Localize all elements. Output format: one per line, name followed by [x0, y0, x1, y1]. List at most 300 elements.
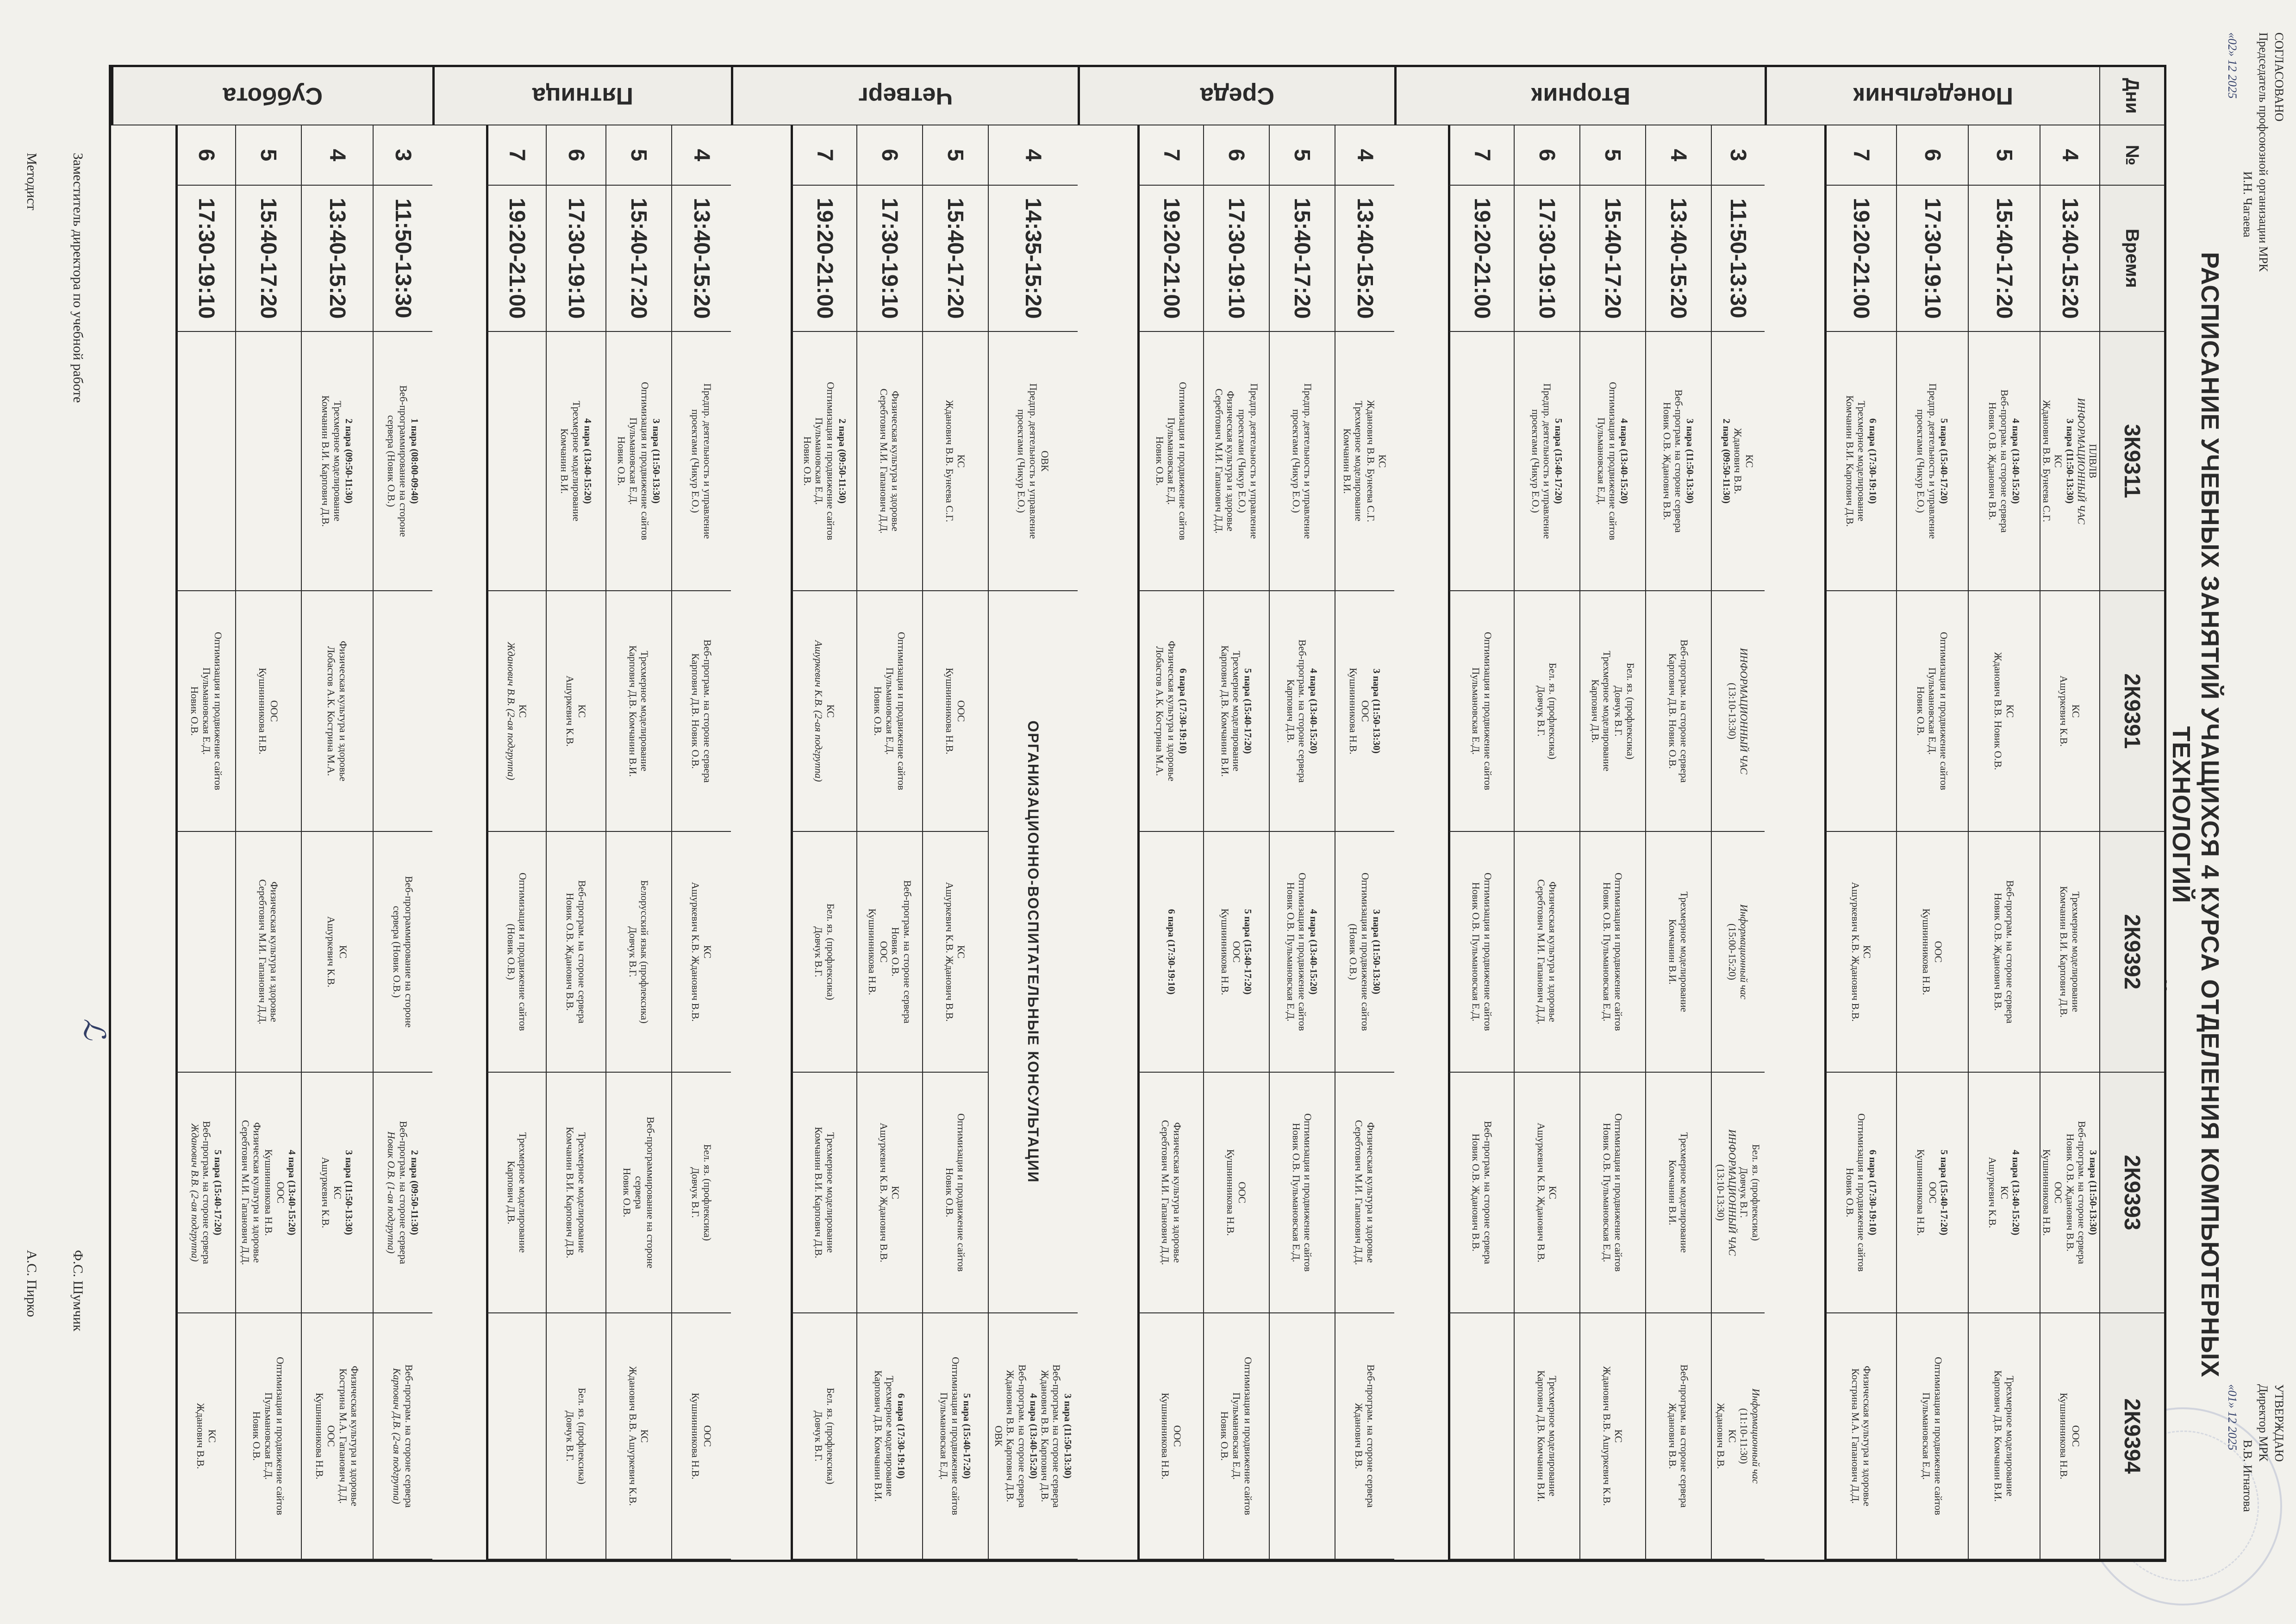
header-day-label: Дни: [2122, 78, 2143, 114]
lesson-line: КС: [890, 1186, 902, 1199]
lesson-time: [1824, 186, 1896, 332]
lesson-cell: [1711, 1313, 1765, 1560]
lesson-line: Серебтович М.И. Гапанович Д.Д.: [239, 1120, 251, 1265]
lesson-number: [1711, 125, 1765, 186]
lesson-line: Трехмерное моделирование: [570, 400, 582, 522]
lesson-cell: [605, 332, 671, 591]
lesson-line: Веб-програм. на стороне сервера: [1051, 1364, 1063, 1508]
approval-left-name: И.Н. Чагаева: [2241, 171, 2255, 237]
signature-name-1: Ф.С. Шумчик: [70, 1250, 86, 1331]
lesson-line: ООС: [1236, 1181, 1248, 1204]
lesson-number: [546, 125, 605, 186]
lesson-line: Ашуркевич К.В.: [320, 1157, 332, 1228]
lesson-number-value: 5: [1992, 149, 2016, 162]
lesson-number-value: 7: [1849, 149, 1874, 162]
lesson-cell: [791, 832, 856, 1073]
lesson-cell: [1968, 1073, 2040, 1313]
group-header: [2099, 1313, 2164, 1560]
lesson-line: Карпович Д.В.: [1285, 679, 1297, 743]
lesson-time-value: 17:30-19:10: [194, 198, 219, 319]
lesson-cell: [235, 1313, 301, 1560]
lesson-number: [1514, 125, 1579, 186]
lesson-cell: [546, 591, 605, 832]
lesson-line: Кушнинникова Н.В.: [2058, 1393, 2070, 1480]
lesson-line: КС: [576, 704, 588, 718]
pair-time-label: 5 пара (15:40-17:20): [1938, 418, 1950, 504]
lesson-cell: [1335, 332, 1394, 591]
header-time: [2099, 186, 2164, 332]
lesson-line: Жданович В.В. Бунеева С.Г.: [944, 400, 955, 522]
lesson-cell: [1824, 1073, 1896, 1313]
pair-time-label: 4 пара (13:40-15:20): [1028, 1393, 1039, 1479]
approval-right-date: «01» 12 2025: [2225, 1384, 2239, 1450]
lesson-cell: [1335, 832, 1394, 1073]
lesson-cell: [922, 1313, 988, 1560]
lesson-time: [1335, 186, 1394, 332]
lesson-line: Оптимизация и продвижение сайтов: [1932, 1357, 1944, 1515]
lesson-cell: [2040, 1313, 2099, 1560]
lesson-line: Физическая культура и здоровье: [1547, 881, 1559, 1022]
lesson-cell: [2040, 591, 2099, 832]
lesson-number-value: 3: [1726, 149, 1751, 162]
lesson-line: Лобастов А.К. Кострина М.А.: [1154, 646, 1166, 776]
lesson-number: [671, 125, 731, 186]
lesson-cell: [373, 1313, 432, 1560]
lesson-line: Серебтович М.И. Гапанович Д.Д.: [1535, 879, 1547, 1024]
lesson-line: Веб-програм. на стороне сервера: [201, 1121, 213, 1264]
pair-time-label: 2 пара (09:50-11:30): [1721, 418, 1732, 504]
lesson-line: Кострина М.А. Гапанович Д.Д.: [337, 1368, 349, 1504]
lesson-line: Бел. яз. (профлексика): [824, 903, 836, 1000]
pair-time-label: 2 пара (09:50-11:30): [343, 418, 355, 504]
lesson-line: Новик О.В. Жданович В.В.: [2064, 1133, 2076, 1252]
lesson-time-value: 13:40-15:20: [1353, 198, 1377, 319]
lesson-line: Предпр. деятельность и управление: [701, 383, 713, 539]
lesson-line: КС: [1727, 1429, 1738, 1443]
day-name: Понедельник: [1853, 82, 2013, 109]
lesson-cell: [1645, 332, 1711, 591]
lesson-line: Кушнинникова Н.В.: [1921, 908, 1933, 995]
lesson-line: Предпр. деятельность и управление: [1248, 383, 1260, 539]
lesson-line: Жданович В.В. Карпович Д.В.: [1039, 1370, 1051, 1502]
lesson-line: Веб-програм. на стороне сервера: [1673, 389, 1685, 533]
lesson-line: Оптимизация и продвижение сайтов: [639, 382, 651, 540]
lesson-time-value: 19:20-21:00: [1849, 198, 1874, 319]
lesson-line: КС: [955, 454, 967, 468]
pair-time-label: 2 пара (09:50-11:30): [836, 418, 848, 504]
lesson-line: КС: [1613, 1429, 1625, 1443]
pair-time-label: 5 пара (15:40-17:20): [212, 1149, 224, 1236]
lesson-line: Веб-програм. на стороне сервера: [1678, 1364, 1691, 1508]
lesson-time-value: 15:40-17:20: [943, 198, 968, 319]
lesson-time: [1579, 186, 1645, 332]
lesson-cell: [605, 1313, 671, 1560]
lesson-line: Физическая культура и здоровье: [1166, 641, 1178, 781]
lesson-cell: [1448, 591, 1514, 832]
lesson-line: Карпович Д.В. Комчанин В.И.: [1992, 1370, 2004, 1502]
lesson-line: Новик О.В.: [1219, 1411, 1231, 1461]
pair-time-label: 4 пара (13:40-15:20): [1619, 418, 1630, 504]
lesson-line: Бел. яз. (профлексика): [824, 1387, 836, 1485]
lesson-line: Оптимизация и продвижение сайтов: [1242, 1357, 1254, 1515]
lesson-line: проектами (Чикур Е.О.): [1236, 409, 1248, 513]
lesson-line: Серебтович М.И. Гапанович Д.Д.: [1160, 1120, 1172, 1265]
lesson-line: КС: [206, 1429, 218, 1443]
group-header: [2099, 591, 2164, 832]
lesson-cell: [1824, 832, 1896, 1073]
title-line-1: РАСПИСАНИЕ УЧЕБНЫХ ЗАНЯТИЙ УЧАЩИХСЯ 4 КУРСА ОТДЕЛЕНИЯ КОМПЬЮТЕРНЫХ ТЕХНОЛОГИЙ: [2167, 252, 2224, 1378]
lesson-cell: [373, 591, 432, 832]
lesson-line: Новик О.В.: [616, 436, 628, 486]
lesson-cell: [546, 1313, 605, 1560]
lesson-time: [373, 186, 432, 332]
lesson-line: Жданович В.В. Ашуркевич К.В.: [627, 1366, 639, 1506]
lesson-time-value: 15:40-17:20: [626, 198, 651, 319]
lesson-line: Комчанин В.И. Карпович Д.В.: [813, 1126, 825, 1259]
lesson-cell: [1137, 332, 1203, 591]
lesson-number: [856, 125, 922, 186]
lesson-cell: [1137, 591, 1203, 832]
lesson-line: Трехмерное моделирование: [2070, 891, 2082, 1012]
pair-time-label: 5 пара (15:40-17:20): [1242, 668, 1254, 754]
lesson-cell: [1203, 832, 1269, 1073]
lesson-time-value: 15:40-17:20: [1290, 198, 1315, 319]
lesson-line: Предпр. деятельность и управление: [1541, 383, 1554, 539]
lesson-cell: [1448, 832, 1514, 1073]
lesson-line: Карпович Д.В.: [1589, 679, 1601, 743]
lesson-line: КС: [639, 1429, 651, 1443]
lesson-line: Пульмановская Е.Д.: [884, 667, 896, 755]
approval-right-role: Директор МРК: [2257, 1384, 2271, 1462]
lesson-line: Новик О.В.: [1154, 436, 1166, 486]
lesson-time: [791, 186, 856, 332]
lesson-line: Новик О.В. Жданович В.В.: [1661, 402, 1673, 520]
approval-left-title: СОГЛАСОВАНО: [2272, 32, 2286, 122]
lesson-cell: [922, 332, 988, 591]
lesson-line: Жданович В.В.: [1353, 1403, 1365, 1469]
lesson-time: [1137, 186, 1203, 332]
lesson-line: Физическая культура и здоровье: [337, 641, 349, 781]
lesson-time-value: 17:30-19:10: [1535, 198, 1560, 319]
lesson-cell: [856, 591, 922, 832]
lesson-line: (Новик О.В.): [505, 924, 517, 980]
lesson-cell: [1514, 591, 1579, 832]
lesson-line: (11:10-11:30): [1738, 1408, 1750, 1464]
lesson-number-value: 6: [1920, 149, 1945, 162]
lesson-line: Бел. яз. (профлексика): [701, 1144, 713, 1241]
lesson-cell: [1896, 1073, 1968, 1313]
lesson-line: (13:10-13:30): [1727, 682, 1738, 740]
lesson-cell: [671, 1073, 731, 1313]
lesson-time-value: 19:20-21:00: [505, 198, 530, 319]
lesson-line: Физическая культура и здоровье: [1225, 391, 1236, 531]
lesson-cell: [1824, 332, 1896, 591]
lesson-line: Оптимизация и продвижение сайтов: [955, 1113, 967, 1272]
lesson-line: Комчанин В.И. Карпович Д.В.: [1844, 395, 1856, 527]
lesson-line: КС: [1547, 1186, 1559, 1199]
lesson-cell: [1269, 591, 1335, 832]
signature-role-2: Методист: [24, 153, 39, 211]
lesson-line: Трехмерное моделирование: [1601, 650, 1613, 772]
lesson-number: [486, 125, 546, 186]
lesson-number: [1203, 125, 1269, 186]
lesson-time-value: 17:30-19:10: [1224, 198, 1249, 319]
lesson-line: Оптимизация и продвижение сайтов: [517, 873, 529, 1031]
lesson-line: Веб-програм. на стороне сервера: [1482, 1121, 1494, 1264]
lesson-time-value: 15:40-17:20: [256, 198, 281, 319]
lesson-time: [988, 186, 1078, 332]
lesson-line: Оптимизация и продвижение сайтов: [825, 382, 837, 540]
lesson-line: ИНФОРМАЦИОННЫЙ ЧАС: [1738, 648, 1750, 775]
lesson-line: Довчук В.Г.: [813, 1411, 825, 1462]
lesson-cell: [373, 1073, 432, 1313]
day-name: Суббота: [223, 82, 323, 109]
lesson-cell: [1203, 1073, 1269, 1313]
lesson-line: ИНФОРМАЦИОННЫЙ ЧАС: [1727, 1129, 1738, 1256]
lesson-cell: [2040, 832, 2099, 1073]
lesson-line: Карпович Д.В. Новик О.В.: [1667, 653, 1678, 769]
pair-time-label: 5 пара (15:40-17:20): [1938, 1149, 1950, 1236]
header-num-label: №: [2122, 144, 2143, 166]
lesson-line: Предпр. деятельность и управление: [1927, 383, 1939, 539]
lesson-line: Кушнинникова Н.В.: [866, 908, 878, 995]
lesson-line: Пульмановская Е.Д.: [1166, 417, 1178, 505]
lesson-line: Пульмановская Е.Д.: [1470, 667, 1482, 755]
lesson-line: Пульмановская Е.Д.: [1927, 667, 1939, 755]
lesson-time: [1269, 186, 1335, 332]
lesson-line: Оптимизация и продвижение сайтов: [1607, 382, 1619, 540]
day-cell: [1765, 67, 2099, 125]
lesson-cell: [1514, 332, 1579, 591]
lesson-line: ООС: [275, 1181, 287, 1204]
lesson-number: [1335, 125, 1394, 186]
lesson-cell: [175, 332, 235, 591]
lesson-cell: [1203, 591, 1269, 832]
group-name: 2К9394: [2120, 1398, 2145, 1474]
lesson-line: Оптимизация и продвижение сайтов: [1359, 873, 1371, 1031]
pair-time-label: 6 пара (17:30-19:10): [1177, 668, 1189, 754]
lesson-line: Жданович В.В. Бунеева С.Г.: [2041, 400, 2053, 522]
lesson-line: ОВК: [992, 1425, 1004, 1447]
lesson-cell: [605, 832, 671, 1073]
lesson-cell: [235, 591, 301, 832]
lesson-line: ООС: [2070, 1425, 2082, 1447]
lesson-line: Новик О.В. Пульмановская Е.Д.: [1291, 1123, 1302, 1262]
lesson-number-value: 7: [812, 149, 837, 162]
lesson-line: Карпович Д.В. Комчанин В.И.: [1219, 645, 1231, 777]
lesson-line: ООС: [325, 1425, 337, 1447]
lesson-line: Жданович В.В. Ашуркевич К.В.: [1601, 1366, 1613, 1506]
lesson-cell: [1448, 1313, 1514, 1560]
lesson-line: Веб-программирование на стороне: [403, 876, 415, 1028]
lesson-line: Оптимизация и продвижение сайтов: [1856, 1113, 1868, 1272]
lesson-cell: [546, 1073, 605, 1313]
lesson-line: Трехмерное моделирование: [824, 1132, 836, 1253]
lesson-time-value: 17:30-19:10: [1920, 198, 1945, 319]
lesson-line: сервера (Новик О.В.): [386, 415, 398, 507]
lesson-time: [605, 186, 671, 332]
lesson-number-value: 7: [1159, 149, 1184, 162]
lesson-line: Новик О.В.: [189, 686, 201, 736]
lesson-line: Довчук В.Г.: [1613, 686, 1625, 737]
lesson-line: Кушнинникова Н.В.: [257, 668, 268, 755]
lesson-cell: [175, 1073, 235, 1313]
lesson-number-value: 4: [689, 149, 714, 162]
lesson-line: Трехмерное моделирование: [1353, 400, 1365, 522]
lesson-line: Оптимизация и продвижение сайтов: [274, 1357, 286, 1515]
lesson-cell: [1968, 832, 2040, 1073]
lesson-line: Бел. яз. (профлексика): [1547, 662, 1559, 760]
lesson-line: Оптимизация и продвижение сайтов: [1613, 1113, 1625, 1272]
lesson-line: Карпович Д.В. Новик О.В.: [690, 653, 702, 769]
lesson-cell: [1448, 1073, 1514, 1313]
day-name: Среда: [1200, 82, 1274, 109]
lesson-line: КС: [701, 945, 713, 959]
lesson-cell: [922, 832, 988, 1073]
lesson-line: Белорусский язык (профлексика): [639, 880, 651, 1024]
lesson-line: Карпович Д.В. Комчанин В.И.: [1535, 1370, 1547, 1502]
lesson-number-value: 6: [1224, 149, 1249, 162]
lesson-line: (15:00-15:20): [1727, 923, 1738, 981]
approval-right: [2224, 1384, 2287, 1512]
lesson-cell: [1968, 332, 2040, 591]
lesson-cell: [1824, 1313, 1896, 1560]
lesson-line: Информационный час: [1750, 1388, 1762, 1484]
lesson-cell: [2040, 1073, 2099, 1313]
lesson-line: Довчук В.Г.: [564, 1411, 576, 1462]
lesson-time: [175, 186, 235, 332]
lesson-line: ООС: [1231, 941, 1243, 963]
lesson-line: Жданович В.В. Карпович Д.В.: [1004, 1370, 1017, 1502]
lesson-line: Веб-програм. на стороне сервера: [403, 1364, 415, 1508]
lesson-line: КС: [824, 704, 836, 718]
lesson-time-value: 19:20-21:00: [812, 198, 837, 319]
lesson-time: [2040, 186, 2099, 332]
lesson-line: Трехмерное моделирование: [639, 650, 651, 772]
day-name: Пятница: [532, 82, 634, 109]
lesson-time: [1645, 186, 1711, 332]
lesson-cell: [1968, 591, 2040, 832]
lesson-line: Пульмановская Е.Д.: [1921, 1392, 1933, 1480]
lesson-time-value: 11:50-13:30: [1726, 198, 1751, 319]
lesson-number-value: 7: [505, 149, 530, 162]
lesson-line: Лобастов А.К. Кострина М.А.: [325, 646, 337, 776]
lesson-line: Новик О.В.: [1915, 686, 1927, 736]
lesson-cell: [1896, 1313, 1968, 1560]
lesson-cell: [175, 591, 235, 832]
lesson-line: Довчук В.Г.: [813, 926, 825, 977]
lesson-cell: [546, 332, 605, 591]
lesson-line: Веб-програм. на стороне сервера: [701, 639, 713, 783]
lesson-line: Веб-програм. на стороне сервера: [901, 880, 913, 1024]
day-cell: [432, 67, 731, 125]
lesson-cell: [922, 1073, 988, 1313]
lesson-line: Бел. яз. (профлексика): [1750, 1144, 1762, 1241]
lesson-cell: [1896, 832, 1968, 1073]
pair-time-label: 3 пара (11:50-13:30): [343, 1150, 355, 1235]
lesson-number: [373, 125, 432, 186]
lesson-number: [1579, 125, 1645, 186]
lesson-line: КС: [1998, 1186, 2010, 1199]
lesson-cell: [1579, 332, 1645, 591]
lesson-cell: [791, 1313, 856, 1560]
lesson-line: КС: [955, 945, 967, 959]
lesson-cell: [1514, 832, 1579, 1073]
lesson-time: [1514, 186, 1579, 332]
day-name: Вторник: [1531, 82, 1630, 109]
lesson-line: Ашуркевич К.В.: [325, 916, 337, 987]
lesson-number: [301, 125, 373, 186]
lesson-line: ОВК: [1039, 450, 1051, 472]
lesson-line: Карпович Д.В. Комчанин В.И.: [627, 645, 639, 777]
lesson-line: Жданович В.В. (2-ая подгруппа): [189, 1123, 201, 1262]
lesson-line: Кушнинникова Н.В.: [690, 1393, 702, 1480]
lesson-line: Новик О.В. Жданович В.В.: [1987, 402, 1999, 520]
lesson-line: Веб-програм. на стороне сервера: [1016, 1364, 1028, 1508]
lesson-line: ООС: [955, 700, 967, 722]
lesson-line: Кушнинникова Н.В.: [2041, 1149, 2053, 1236]
lesson-line: Новик О.В. Жданович В.В.: [564, 893, 576, 1011]
lesson-cell: [1335, 1073, 1394, 1313]
lesson-line: ООС: [2053, 1181, 2065, 1204]
lesson-line: Новик О.В.: [872, 686, 884, 736]
lesson-cell: [1711, 1073, 1765, 1313]
approval-left: [2224, 32, 2287, 272]
lesson-number-value: 5: [1290, 149, 1315, 162]
lesson-line: Комчанин В.И.: [559, 428, 571, 494]
lesson-line: Кушнинникова Н.В.: [314, 1393, 326, 1480]
lesson-line: ООС: [1359, 700, 1371, 722]
lesson-cell: [1968, 1313, 2040, 1560]
pair-time-label: 5 пара (15:40-17:20): [1242, 909, 1254, 995]
lesson-number-value: 4: [1666, 149, 1691, 162]
lesson-time-value: 17:30-19:10: [564, 198, 588, 319]
pair-time-label: 6 пара (17:30-19:10): [1867, 418, 1879, 504]
lesson-number: [175, 125, 235, 186]
lesson-time: [856, 186, 922, 332]
lesson-time-value: 15:40-17:20: [1992, 198, 2016, 319]
lesson-line: Новик О.В.: [1844, 1168, 1856, 1218]
lesson-line: Трехмерное моделирование: [576, 1132, 588, 1253]
pair-time-label: 3 пара (11:50-13:30): [1685, 418, 1696, 504]
lesson-line: Физическая культура и здоровье: [1861, 1366, 1873, 1506]
lesson-line: Довчук В.Г.: [690, 1167, 702, 1218]
lesson-line: Трехмерное моделирование: [1678, 1132, 1691, 1253]
lesson-line: Ашуркевич К.В.: [564, 675, 576, 747]
lesson-line: Веб-програм. на стороне сервера: [2004, 880, 2016, 1024]
lesson-cell: [486, 1313, 546, 1560]
lesson-time: [1711, 186, 1765, 332]
lesson-time: [486, 186, 546, 332]
lesson-cell: [1579, 832, 1645, 1073]
lesson-line: Новик О.В. (1-ая подгруппа): [386, 1131, 398, 1254]
lesson-number: [2040, 125, 2099, 186]
lesson-line: Трехмерное моделирование: [884, 1375, 896, 1497]
group-header: [2099, 332, 2164, 591]
group-name: 3К9311: [2120, 424, 2145, 499]
lesson-line: Трехмерное моделирование: [331, 400, 343, 522]
lesson-line: Оптимизация и продвижение сайтов: [212, 632, 224, 790]
lesson-cell: [1645, 1313, 1711, 1560]
lesson-number-value: 3: [391, 149, 415, 162]
lesson-number: [791, 125, 856, 186]
lesson-line: Трехмерное моделирование: [1678, 891, 1691, 1012]
lesson-line: Ашуркевич К.В.: [1987, 1157, 1999, 1228]
lesson-cell: [1896, 591, 1968, 832]
approval-left-role: Председатель профсоюзной организации МРК: [2257, 32, 2271, 272]
lesson-time: [301, 186, 373, 332]
lesson-line: Оптимизация и продвижение сайтов: [1613, 873, 1625, 1031]
